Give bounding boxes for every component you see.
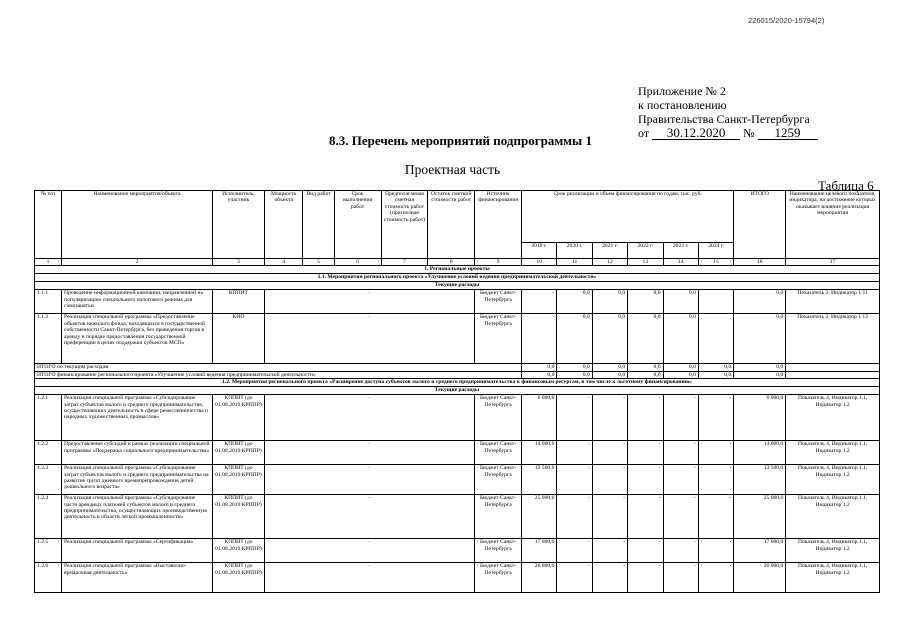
total-value: 0,0 xyxy=(698,371,733,378)
number-prefix: № xyxy=(743,126,755,140)
row-y2023: - xyxy=(663,441,698,465)
header-source: Источник финансирования xyxy=(475,191,522,259)
column-number: 16 xyxy=(734,259,786,266)
header-num: № п/п xyxy=(35,191,62,259)
table-label: Таблица 6 xyxy=(818,178,874,193)
row-indicator: Показатель 2, Индикатор 1.11 xyxy=(786,290,880,314)
row-y2019: - xyxy=(522,290,557,314)
row-y2020: - xyxy=(557,395,592,441)
row-executor: КППИТ (до 01.08.2019 КРППР) xyxy=(212,539,264,563)
total-value: 0,0 xyxy=(522,371,557,378)
row-y2023: 0,0 xyxy=(663,290,698,314)
header-work-type: Вид работ xyxy=(303,191,334,259)
row-number: 1.2.3 xyxy=(35,465,62,495)
row-y2022: 0,0 xyxy=(628,290,663,314)
column-number: 3 xyxy=(212,259,264,266)
column-number-row xyxy=(35,259,880,266)
row-y2022: - xyxy=(628,539,663,563)
total-value: 0,0 xyxy=(734,371,786,378)
header-year-2023: 2023 г. xyxy=(663,243,698,259)
row-y2022: - xyxy=(628,465,663,495)
column-number: 5 xyxy=(303,259,334,266)
row-number: 1.1.2 xyxy=(35,314,62,364)
row-number: 1.2.6 xyxy=(35,563,62,593)
table-row xyxy=(35,495,880,539)
resolution-number: 1259 xyxy=(758,127,818,140)
row-executor: КППИТ (до 01.08.2019 КРППР) xyxy=(212,465,264,495)
row-y2021: - xyxy=(592,441,627,465)
total-indicator-empty xyxy=(786,364,880,371)
page-subtitle: Проектная часть xyxy=(404,162,501,177)
row-source: Бюджет Санкт-Петербурга xyxy=(475,495,522,539)
column-number: 11 xyxy=(557,259,592,266)
row-y2024: - xyxy=(698,563,733,593)
column-number: 7 xyxy=(381,259,428,266)
total-value: 0,0 xyxy=(663,364,698,371)
total-row xyxy=(35,371,880,378)
section-current-expenses: Текущие расходы xyxy=(35,282,880,290)
row-y2024: - xyxy=(698,465,733,495)
row-y2023: - xyxy=(663,539,698,563)
row-source: Бюджет Санкт-Петербурга xyxy=(475,465,522,495)
column-number: 14 xyxy=(663,259,698,266)
total-value: 0,0 xyxy=(734,364,786,371)
row-source: Бюджет Санкт-Петербурга xyxy=(475,563,522,593)
row-name: Проведение информационной кампании, направленной на популяризацию специального налогового режима для самозанятых xyxy=(62,290,213,314)
row-estimate-dash: - xyxy=(264,539,474,563)
row-y2019: 13 500,0 xyxy=(522,465,557,495)
document-id: 226015/2020-15794(2) xyxy=(748,16,825,25)
row-name: Реализация специальной программы «Сертификация» xyxy=(62,539,213,563)
row-y2022: - xyxy=(628,441,663,465)
table-row xyxy=(35,395,880,441)
measures-table xyxy=(34,190,880,593)
row-estimate-dash: - xyxy=(264,441,474,465)
row-source: Бюджет Санкт-Петербурга xyxy=(475,314,522,364)
row-estimate-dash: - xyxy=(264,314,474,364)
row-y2024: - xyxy=(698,539,733,563)
row-y2024: - xyxy=(698,441,733,465)
row-total: 13 500,0 xyxy=(734,465,786,495)
section-1-2: 1.2. Мероприятия регионального проекта «Расширение доступа субъектов малого и среднего предпринимательства к финансовым ресурсам, в том числе к льготному финансированию» xyxy=(35,379,880,387)
row-total: 14 000,0 xyxy=(734,441,786,465)
table-row xyxy=(35,563,880,593)
page-title: 8.3. Перечень мероприятий подпрограммы 1 xyxy=(329,133,592,148)
total-value: 0,0 xyxy=(628,364,663,371)
total-value: 0,0 xyxy=(663,371,698,378)
column-number: 4 xyxy=(264,259,303,266)
resolution-date: 30.12.2020 xyxy=(652,127,740,140)
total-value: 0,0 xyxy=(522,364,557,371)
total-label: ИТОГО финансирование регионального проекта «Улучшение условий ведения предпринимательской деятельности» xyxy=(35,371,522,378)
row-indicator: Показатель 4, Индикатор 1.1, Индикатор 1.2 xyxy=(786,395,880,441)
row-number: 1.2.4 xyxy=(35,495,62,539)
row-source: Бюджет Санкт-Петербурга xyxy=(475,290,522,314)
column-number: 6 xyxy=(334,259,381,266)
row-executor: КППИТ (до 01.08.2019 КРППР) xyxy=(212,563,264,593)
row-y2024 xyxy=(698,314,733,364)
row-y2020: - xyxy=(557,495,592,539)
row-y2023: 0,0 xyxy=(663,314,698,364)
header-year-2020: 2020 г. xyxy=(557,243,592,259)
row-y2021: - xyxy=(592,539,627,563)
row-estimate-dash: - xyxy=(264,465,474,495)
total-value: 0,0 xyxy=(628,371,663,378)
row-indicator: Показатель 4, Индикатор 1.1, Индикатор 1.2 xyxy=(786,539,880,563)
row-y2020: 0,0 xyxy=(557,314,592,364)
row-y2024 xyxy=(698,290,733,314)
row-y2021: 0,0 xyxy=(592,314,627,364)
row-y2021: - xyxy=(592,495,627,539)
row-name: Предоставление субсидий в рамках реализации специальной программы «Поддержка социального предпринимательства» xyxy=(62,441,213,465)
header-period: Срок реализации и объем финансирования по годам, тыс. руб. xyxy=(522,191,734,243)
row-executor: КППИТ xyxy=(212,290,264,314)
row-total: 25 000,0 xyxy=(734,495,786,539)
row-y2022: 0,0 xyxy=(628,314,663,364)
appendix-block xyxy=(638,84,838,140)
total-value: 0,0 xyxy=(698,364,733,371)
total-row xyxy=(35,364,880,371)
header-deadline: Срок выполнения работ xyxy=(334,191,381,259)
table-row xyxy=(35,465,880,495)
row-y2019: 14 000,0 xyxy=(522,441,557,465)
row-indicator: Показатель 4, Индикатор 1.1, Индикатор 1.2 xyxy=(786,563,880,593)
row-number: 1.2.1 xyxy=(35,395,62,441)
row-estimate-dash: - xyxy=(264,563,474,593)
total-value: 0,0 xyxy=(557,371,592,378)
header-total: ИТОГО xyxy=(734,191,786,259)
header-remaining: Остаток сметной стоимости работ xyxy=(428,191,475,259)
row-number: 1.2.2 xyxy=(35,441,62,465)
section-1-1: 1.1. Мероприятия регионального проекта «Улучшение условий ведения предпринимательской деятельности» xyxy=(35,274,880,282)
row-estimate-dash: - xyxy=(264,395,474,441)
row-total: 0,0 xyxy=(734,314,786,364)
row-y2023: - xyxy=(663,495,698,539)
column-number: 9 xyxy=(475,259,522,266)
column-number: 2 xyxy=(62,259,213,266)
row-name: Реализация специальной программы «Субсидирование затрат субъектов малого и среднего предпринимательства на развитие групп дневного времяпрепровождения детей дошкольного возраста» xyxy=(62,465,213,495)
header-name: Наименование мероприятия/объекта xyxy=(62,191,213,259)
row-indicator: Показатель 2, Индикатор 1.12 xyxy=(786,314,880,364)
row-y2019: 6 000,0 xyxy=(522,395,557,441)
row-y2020: - xyxy=(557,465,592,495)
row-estimate-dash: - xyxy=(264,290,474,314)
row-source: Бюджет Санкт-Петербурга xyxy=(475,539,522,563)
column-number: 10 xyxy=(522,259,557,266)
header-estimate: Предполагаемая сметная стоимость работ (прогнозная стоимость работ) xyxy=(381,191,428,259)
row-y2020: 0,0 xyxy=(557,290,592,314)
row-y2021: - xyxy=(592,395,627,441)
row-y2023: - xyxy=(663,395,698,441)
table-row xyxy=(35,314,880,364)
section-regional-projects: 1. Региональные проекты xyxy=(35,266,880,274)
row-executor: КППИТ (до 01.08.2019 КРППР) xyxy=(212,495,264,539)
header-indicator: Наименование целевого показателя, индикатора, на достижение которых оказывает влияние реализация мероприятия xyxy=(786,191,880,259)
column-number: 12 xyxy=(592,259,627,266)
appendix-line-3: Правительства Санкт-Петербурга xyxy=(638,112,810,126)
row-y2024: - xyxy=(698,495,733,539)
row-total: 0,0 xyxy=(734,290,786,314)
row-number: 1.2.5 xyxy=(35,539,62,563)
row-y2022: - xyxy=(628,495,663,539)
row-source: Бюджет Санкт-Петербурга xyxy=(475,441,522,465)
row-number: 1.1.1 xyxy=(35,290,62,314)
row-total: 17 000,0 xyxy=(734,539,786,563)
column-number: 17 xyxy=(786,259,880,266)
row-executor: КИО xyxy=(212,314,264,364)
column-number: 13 xyxy=(628,259,663,266)
header-year-2024: 2024 г. xyxy=(698,243,733,259)
total-value: 0,0 xyxy=(592,364,627,371)
total-value: 0,0 xyxy=(592,371,627,378)
row-name: Реализация специальной программы «Выставочно-ярмарочная деятельность» xyxy=(62,563,213,593)
row-y2022: - xyxy=(628,563,663,593)
row-total: 6 000,0 xyxy=(734,395,786,441)
header-year-2021: 2021 г. xyxy=(592,243,627,259)
row-y2020: - xyxy=(557,539,592,563)
row-y2019: - xyxy=(522,314,557,364)
total-indicator-empty xyxy=(786,371,880,378)
date-prefix: от xyxy=(638,126,650,140)
row-y2021: 0,0 xyxy=(592,290,627,314)
row-indicator: Показатель 4, Индикатор 1.1, Индикатор 1.2 xyxy=(786,441,880,465)
row-y2024: - xyxy=(698,395,733,441)
row-y2020: - xyxy=(557,563,592,593)
header-executor: Исполнитель, участник xyxy=(212,191,264,259)
section-current-expenses: Текущие расходы xyxy=(35,387,880,395)
header-year-2022: 2022 г. xyxy=(628,243,663,259)
row-estimate-dash: - xyxy=(264,495,474,539)
row-total: 26 000,0 xyxy=(734,563,786,593)
appendix-line-2: к постановлению xyxy=(638,98,727,112)
table-row xyxy=(35,441,880,465)
row-y2019: 17 000,0 xyxy=(522,539,557,563)
row-y2020: - xyxy=(557,441,592,465)
column-number: 1 xyxy=(35,259,62,266)
row-indicator: Показатель 4, Индикатор 1.1, Индикатор 1.2 xyxy=(786,465,880,495)
row-executor: КППИТ (до 01.08.2019 КРППР) xyxy=(212,441,264,465)
table-row xyxy=(35,539,880,563)
row-name: Реализация специальной программы «Субсидирование части арендных платежей субъектов малого и среднего предпринимательства, осуществляющих производственную деятельность в области легкой промышленности» xyxy=(62,495,213,539)
appendix-line-1: Приложение № 2 xyxy=(638,84,726,98)
row-executor: КППИТ (до 01.08.2019 КРППР) xyxy=(212,395,264,441)
row-y2019: 26 000,0 xyxy=(522,563,557,593)
row-name: Реализация специальной программы «Субсидирование затрат субъектов малого и среднего предпринимательства, осуществляющих деятельность в сфере ремесленничества и народных художественных промыслов» xyxy=(62,395,213,441)
row-y2023: - xyxy=(663,563,698,593)
row-source: Бюджет Санкт-Петербурга xyxy=(475,395,522,441)
table-row xyxy=(35,290,880,314)
row-name: Реализация специальной программы «Предоставление объектов нежилого фонда, находящихся в государственной собственности Санкт-Петербурга, без проведения торгов в аренду в порядке предоставления государственной преференции в целях поддержки субъектов МСП» xyxy=(62,314,213,364)
row-y2022: - xyxy=(628,395,663,441)
row-indicator: Показатель 4, Индикатор 1.1, Индикатор 1.2 xyxy=(786,495,880,539)
header-capacity: Мощность объекта xyxy=(264,191,303,259)
total-label: ИТОГО по текущим расходам xyxy=(35,364,522,371)
row-y2021: - xyxy=(592,563,627,593)
column-number: 8 xyxy=(428,259,475,266)
row-y2023: - xyxy=(663,465,698,495)
column-number: 15 xyxy=(698,259,733,266)
row-y2019: 25 000,0 xyxy=(522,495,557,539)
header-year-2019: 2019 г. xyxy=(522,243,557,259)
row-y2021: - xyxy=(592,465,627,495)
total-value: 0,0 xyxy=(557,364,592,371)
